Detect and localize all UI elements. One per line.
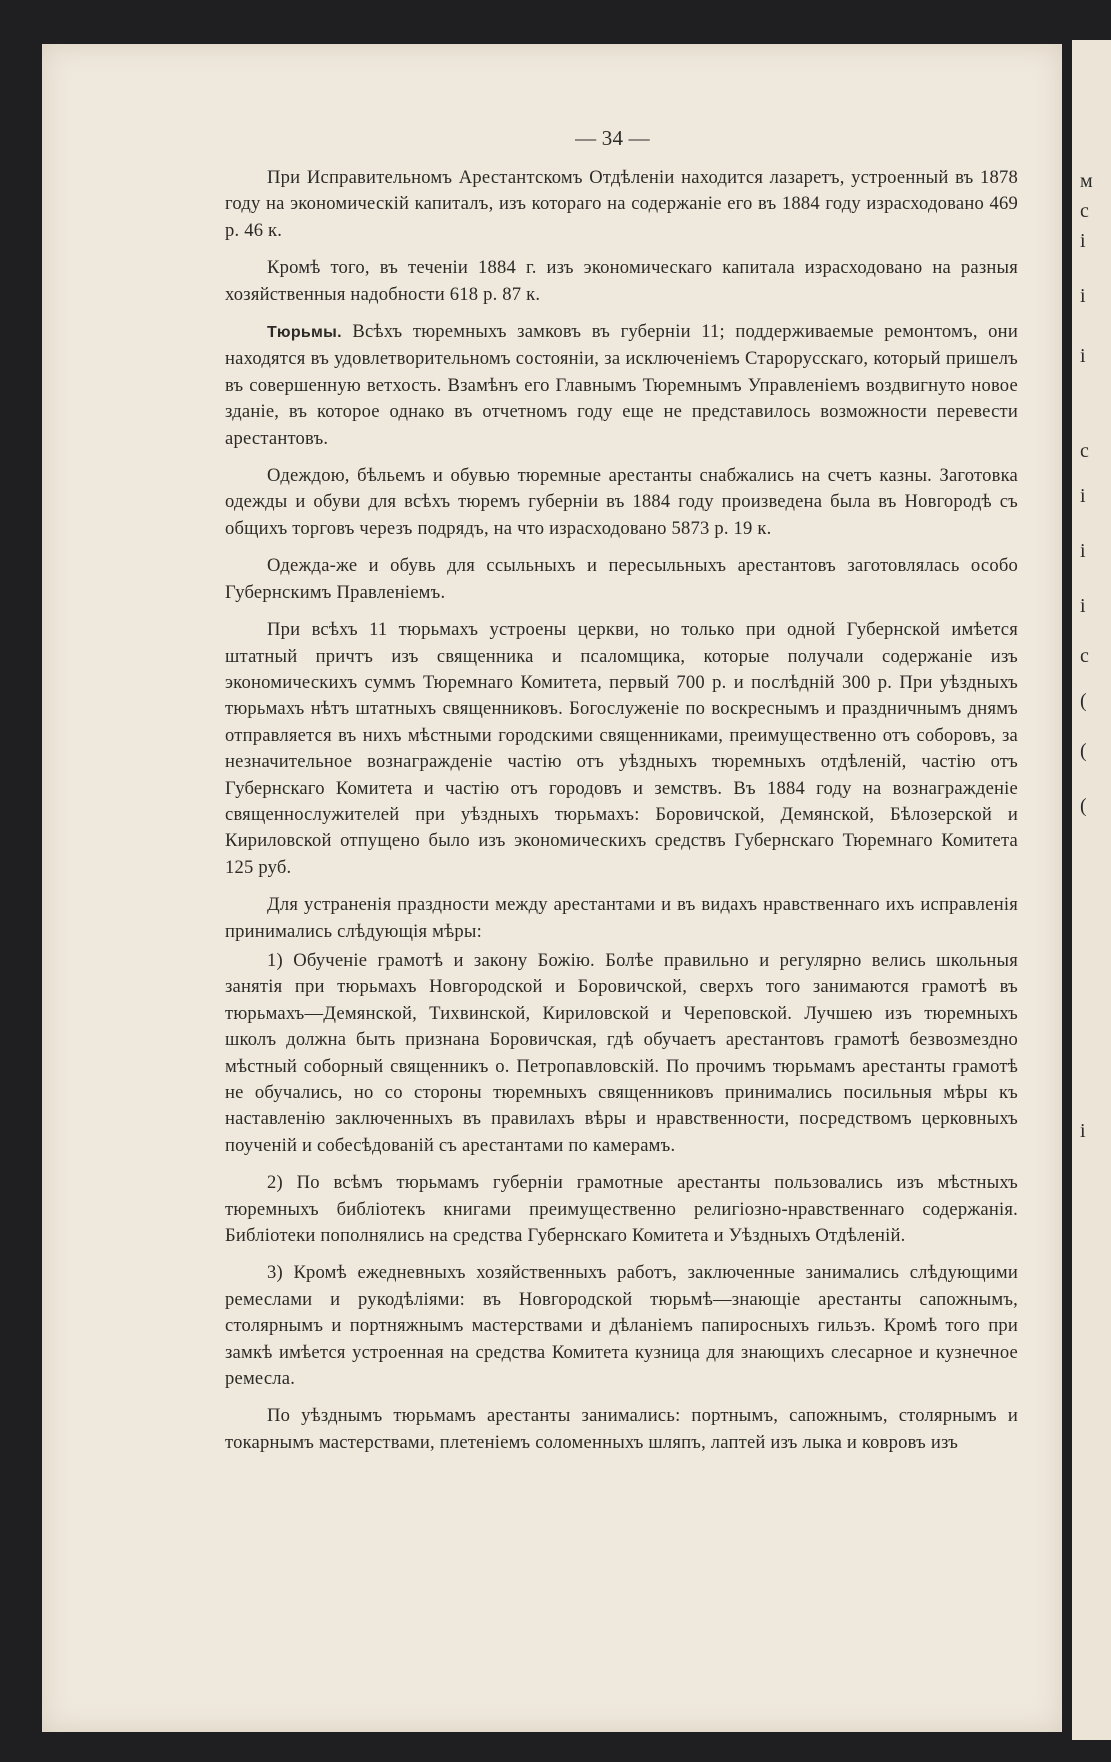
adjacent-page-fragment: і bbox=[1080, 230, 1086, 252]
paragraph-text: При Исправительномъ Арестантскомъ Отдѣленіи находится лазаретъ, устроенный въ 1878 году на экономическій капиталъ, изъ котораго на содержаніе его въ 1884 году израсходовано 469 р. 46 к. bbox=[225, 167, 1018, 241]
paragraph bbox=[225, 1403, 1018, 1456]
paragraph bbox=[225, 165, 1018, 244]
list-item-1 bbox=[225, 948, 1018, 1159]
adjacent-page-fragment: і bbox=[1080, 485, 1086, 507]
paragraph-text: 1) Обученіе грамотѣ и закону Божію. Болѣе правильно и регулярно велись школьныя занятія при тюрьмахъ Новгородской и Боровичской, сверхъ того занимаются грамотѣ въ тюрьмахъ—Демянской, Тихвинской, Кириловской и Череповской. Лучшею изъ тюремныхъ школъ должна быть признана Боровичская, гдѣ обучаетъ арестантовъ грамотѣ безвозмездно мѣстный соборный священникъ о. Петропавловскій. По прочимъ тюрьмамъ арестанты грамотѣ не обучались, но со стороны тюремныхъ священниковъ принимались посильныя мѣры къ наставленію заключенныхъ въ правилахъ вѣры и нравственности, посредствомъ церковныхъ поученій и собесѣдованій съ арестантами по камерамъ. bbox=[225, 949, 1018, 1156]
adjacent-page-fragment: с bbox=[1080, 645, 1089, 667]
adjacent-page-fragment: ( bbox=[1080, 690, 1087, 712]
adjacent-page-fragment: і bbox=[1080, 345, 1086, 367]
paragraph-text: Кромѣ того, въ теченіи 1884 г. изъ экономическаго капитала израсходовано на разныя хозяйственныя надобности 618 р. 87 к. bbox=[225, 257, 1018, 305]
adjacent-page-fragment: с bbox=[1080, 440, 1089, 462]
adjacent-page-fragment: ( bbox=[1080, 740, 1087, 762]
paragraph-text: 2) По всѣмъ тюрьмамъ губерніи грамотные арестанты пользовались изъ мѣстныхъ тюремныхъ библіотекъ книгами преимущественно религіозно-нравственнаго содержанія. Библіотеки пополнялись на средства Губернскаго Комитета и Уѣздныхъ Отдѣленій. bbox=[225, 1172, 1018, 1247]
adjacent-page-fragment: і bbox=[1080, 285, 1086, 307]
paragraph bbox=[225, 553, 1018, 606]
adjacent-page-fragment: і bbox=[1080, 540, 1086, 562]
adjacent-page-fragment: м bbox=[1080, 170, 1093, 192]
paragraph-text: Одеждою, бѣльемъ и обувью тюремные арестанты снабжались на счетъ казны. Заготовка одежды и обуви для всѣхъ тюремъ губерніи въ 1884 году произведена была въ Новгородѣ съ общихъ торговъ черезъ подрядъ, на что израсходовано 5873 р. 19 к. bbox=[225, 465, 1018, 539]
page-text bbox=[225, 125, 1018, 1467]
adjacent-page-fragment: і bbox=[1080, 1120, 1086, 1142]
paragraph bbox=[225, 617, 1018, 881]
section-heading: Тюрьмы. bbox=[267, 324, 342, 342]
adjacent-page-fragment: с bbox=[1080, 200, 1089, 222]
page-number: — 34 — bbox=[575, 126, 650, 150]
adjacent-page-fragment: ( bbox=[1080, 795, 1087, 817]
paragraph-text: 3) Кромѣ ежедневныхъ хозяйственныхъ работъ, заключенные занимались слѣдующими ремеслами и рукодѣліями: въ Новгородской тюрьмѣ—знающіе арестанты сапожнымъ, столярнымъ и портняжнымъ мастерствами и дѣланіемъ папиросныхъ гильзъ. Кромѣ того при замкѣ имѣется устроенная на средства Комитета кузница для знающихъ слесарное и кузнечное ремесла. bbox=[225, 1262, 1018, 1390]
adjacent-page-edge bbox=[1072, 40, 1111, 1740]
paragraph-prisons bbox=[225, 319, 1018, 452]
paragraph bbox=[225, 463, 1018, 542]
adjacent-page-fragment: і bbox=[1080, 595, 1086, 617]
paragraph-text: Для устраненія праздности между арестантами и въ видахъ нравственнаго ихъ исправленія принимались слѣдующія мѣры: bbox=[225, 894, 1018, 942]
paragraph-text: Всѣхъ тюремныхъ замковъ въ губерніи 11; поддерживаемые ремонтомъ, они находятся въ удовлетворительномъ состояніи, за исключеніемъ Старорусскаго, который пришелъ въ совершенную ветхость. Взамѣнъ его Главнымъ Тюремнымъ Управленіемъ воздвигнуто новое зданіе, въ которое однако въ отчетномъ году еще не представилось возможности перевести арестантовъ. bbox=[225, 321, 1018, 449]
paragraph-text: При всѣхъ 11 тюрьмахъ устроены церкви, но только при одной Губернской имѣется штатный причтъ изъ священника и псаломщика, которые получали содержаніе изъ экономическихъ суммъ Тюремнаго Комитета, первый 700 р. и послѣдній 300 р. При уѣздныхъ тюрьмахъ нѣтъ штатныхъ священниковъ. Богослуженіе по воскреснымъ и праздничнымъ днямъ отправляется въ нихъ мѣстными городскими священниками, преимущественно отъ соборовъ, за незначительное вознагражденіе частію отъ уѣздныхъ тюремныхъ отдѣленій, частію отъ Губернскаго Комитета и частію отъ городовъ и земствъ. Въ 1884 году на вознагражденіе священнослужителей при уѣздныхъ тюрьмахъ: Боровичской, Демянской, Бѣлозерской и Кириловской отпущено было изъ экономическихъ средствъ Губернскаго Тюремнаго Комитета 125 руб. bbox=[225, 619, 1018, 878]
paragraph-text: По уѣзднымъ тюрьмамъ арестанты занимались: портнымъ, сапожнымъ, столярнымъ и токарнымъ мастерствами, плетеніемъ соломенныхъ шляпъ, лаптей изъ лыка и ковровъ изъ bbox=[225, 1405, 1018, 1453]
paragraph bbox=[225, 892, 1018, 945]
list-item-2 bbox=[225, 1170, 1018, 1249]
list-item-3 bbox=[225, 1260, 1018, 1392]
paragraph bbox=[225, 255, 1018, 308]
paragraph-text: Одежда-же и обувь для ссыльныхъ и пересыльныхъ арестантовъ заготовлялась особо Губернскимъ Правленіемъ. bbox=[225, 555, 1018, 603]
